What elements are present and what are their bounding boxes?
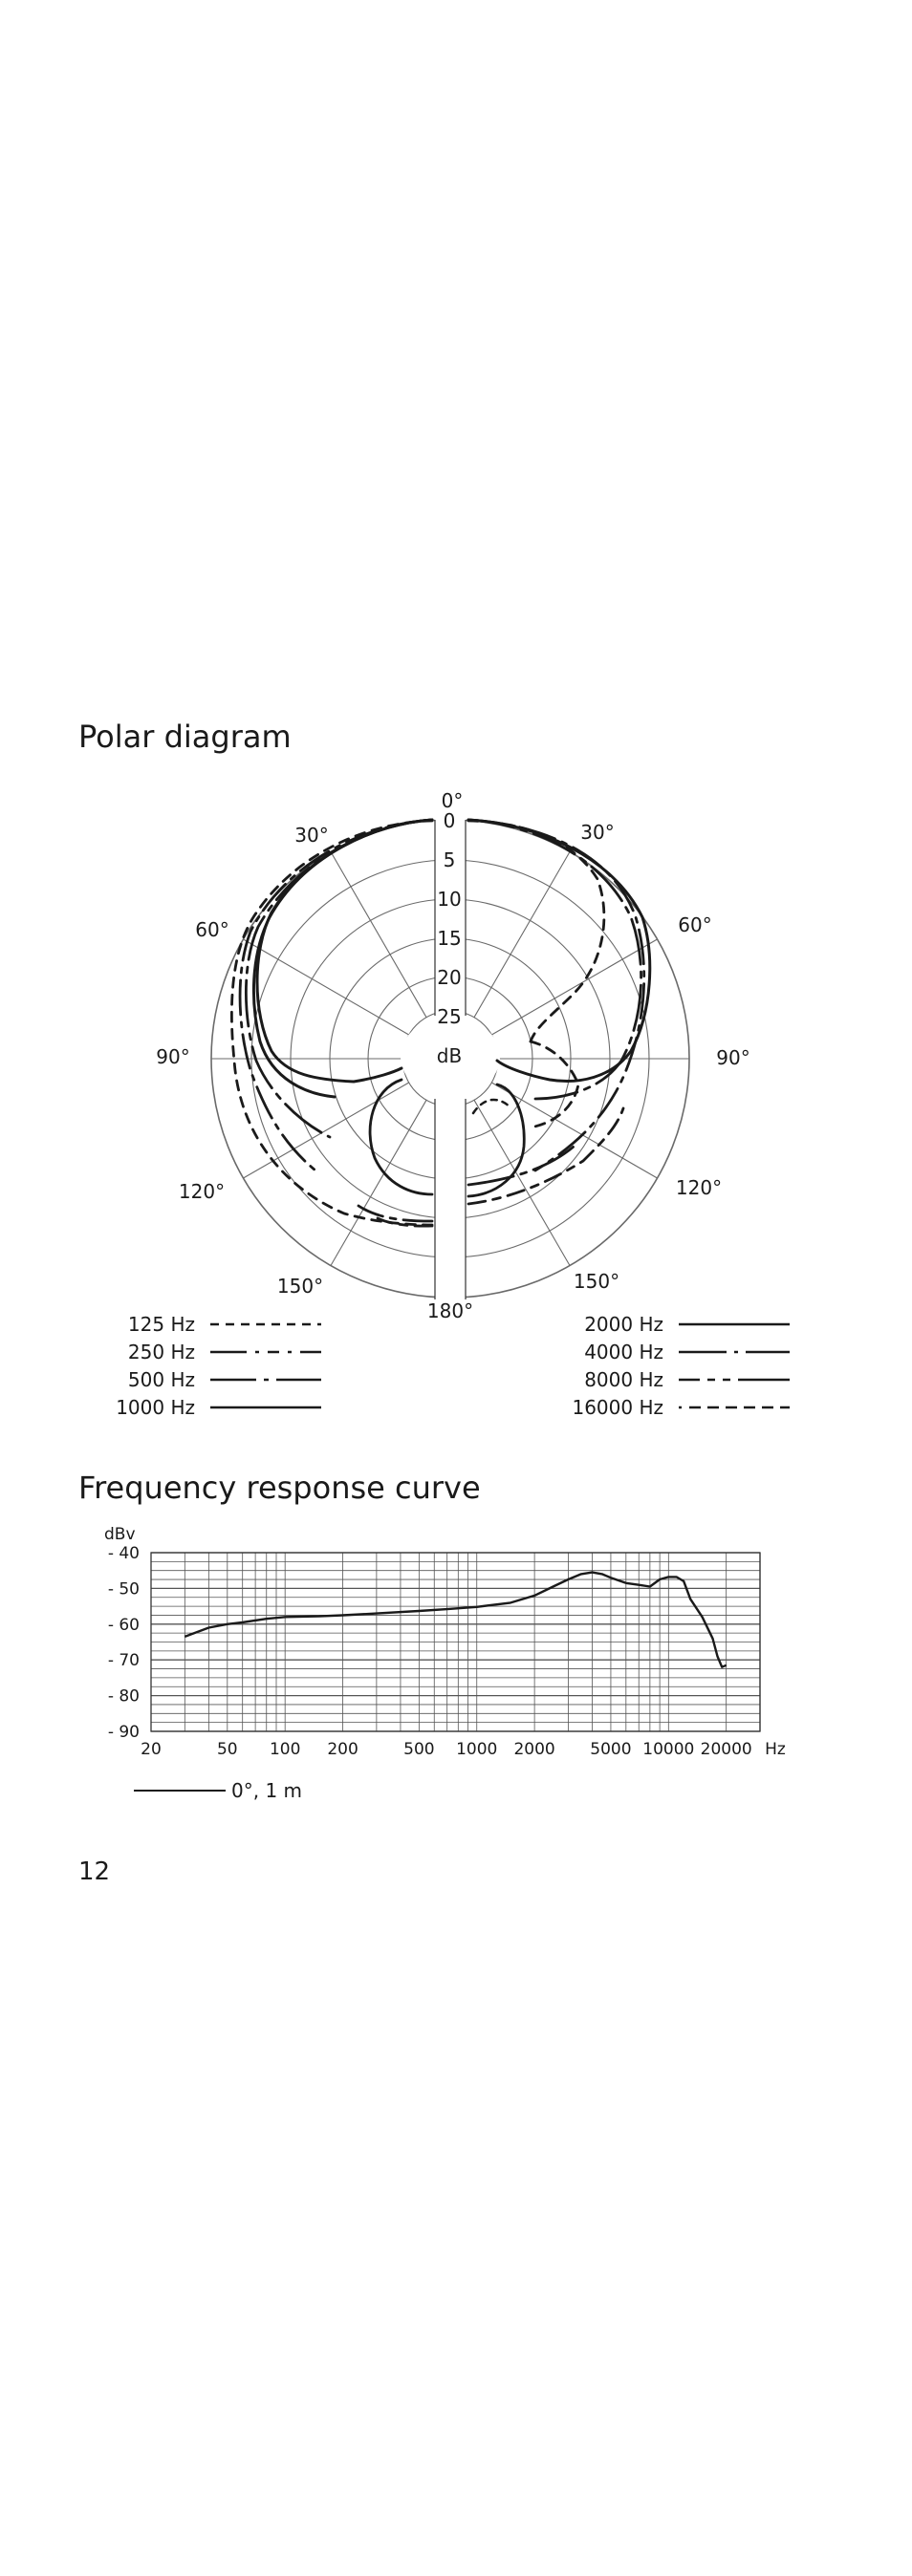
- angle-label-180: 180°: [426, 1299, 474, 1322]
- x-tick-label: 100: [269, 1740, 301, 1759]
- angle-label-150-right: 150°: [573, 1270, 620, 1293]
- frequency-grid: [151, 1553, 760, 1731]
- x-tick-label: 2000: [513, 1740, 555, 1759]
- polar-diagram: [0, 784, 912, 1433]
- ring-label-15: 15: [437, 927, 462, 950]
- x-tick-label: 10000: [642, 1740, 695, 1759]
- x-tick-label: 500: [403, 1740, 435, 1759]
- angle-label-60-left: 60°: [195, 918, 229, 941]
- polar-curve-4000hz-right: [468, 1147, 574, 1185]
- polar-spoke: [243, 939, 408, 1035]
- frequency-response-chart: [0, 1519, 912, 1806]
- x-tick-label: 20: [141, 1740, 162, 1759]
- x-tick-label: 20000: [700, 1740, 752, 1759]
- frequency-series: [185, 1573, 726, 1667]
- legend-label-series: 0°, 1 m: [231, 1779, 303, 1802]
- angle-label-0: 0°: [441, 789, 464, 812]
- legend-label-16000hz: 16000 Hz: [572, 1396, 663, 1419]
- y-tick-label: - 70: [107, 1651, 140, 1671]
- polar-diagram-title: Polar diagram: [78, 719, 292, 755]
- polar-curve-16000hz-right: [531, 1041, 578, 1127]
- legend-label-500hz: 500 Hz: [127, 1368, 195, 1391]
- y-tick-label: - 80: [107, 1686, 140, 1707]
- y-axis-label: dBv: [104, 1525, 136, 1544]
- y-tick-label: - 40: [107, 1544, 140, 1563]
- frequency-response-title: Frequency response curve: [78, 1470, 481, 1506]
- legend-label-2000hz: 2000 Hz: [584, 1313, 663, 1336]
- legend-label-4000hz: 4000 Hz: [584, 1341, 663, 1363]
- x-tick-label: 200: [327, 1740, 358, 1759]
- ring-label-25: 25: [437, 1005, 462, 1028]
- polar-legend: [116, 1313, 790, 1419]
- angle-label-30-right: 30°: [580, 821, 615, 844]
- polar-spoke: [331, 851, 426, 1017]
- polar-curve-250hz: [240, 820, 432, 1170]
- x-axis-unit-label: Hz: [765, 1740, 786, 1759]
- ring-label-0: 0: [443, 809, 456, 832]
- y-tick-label: - 50: [107, 1579, 140, 1599]
- legend-label-125hz: 125 Hz: [127, 1313, 195, 1336]
- y-tick-label: - 60: [107, 1615, 140, 1635]
- x-tick-label: 5000: [590, 1740, 632, 1759]
- frequency-tick-labels: [108, 1544, 752, 1759]
- x-tick-label: 1000: [456, 1740, 498, 1759]
- series-line: [185, 1573, 726, 1667]
- angle-label-120-right: 120°: [675, 1176, 723, 1199]
- angle-label-90-left: 90°: [156, 1045, 190, 1068]
- angle-label-120-left: 120°: [178, 1180, 226, 1203]
- unit-label: dB: [436, 1044, 463, 1067]
- x-tick-label: 50: [216, 1740, 238, 1759]
- angle-label-30-left: 30°: [294, 824, 329, 847]
- polar-spoke: [491, 1083, 657, 1178]
- polar-spoke: [474, 851, 570, 1017]
- legend-label-8000hz: 8000 Hz: [584, 1368, 663, 1391]
- polar-curve-2000hz-lobe: [370, 1080, 432, 1194]
- ring-label-20: 20: [437, 966, 462, 989]
- polar-spoke: [331, 1100, 426, 1265]
- legend-label-250hz: 250 Hz: [127, 1341, 195, 1363]
- page-number: 12: [78, 1857, 111, 1886]
- legend-label-1000hz: 1000 Hz: [116, 1396, 195, 1419]
- ring-label-10: 10: [437, 888, 462, 911]
- y-tick-label: - 90: [107, 1723, 140, 1742]
- polar-spoke: [491, 939, 657, 1035]
- polar-curve-16000hz-small: [473, 1100, 511, 1113]
- ring-label-5: 5: [443, 848, 456, 871]
- angle-label-150-left: 150°: [276, 1275, 324, 1298]
- angle-label-60-right: 60°: [678, 913, 712, 936]
- angle-label-90-right: 90°: [716, 1046, 750, 1069]
